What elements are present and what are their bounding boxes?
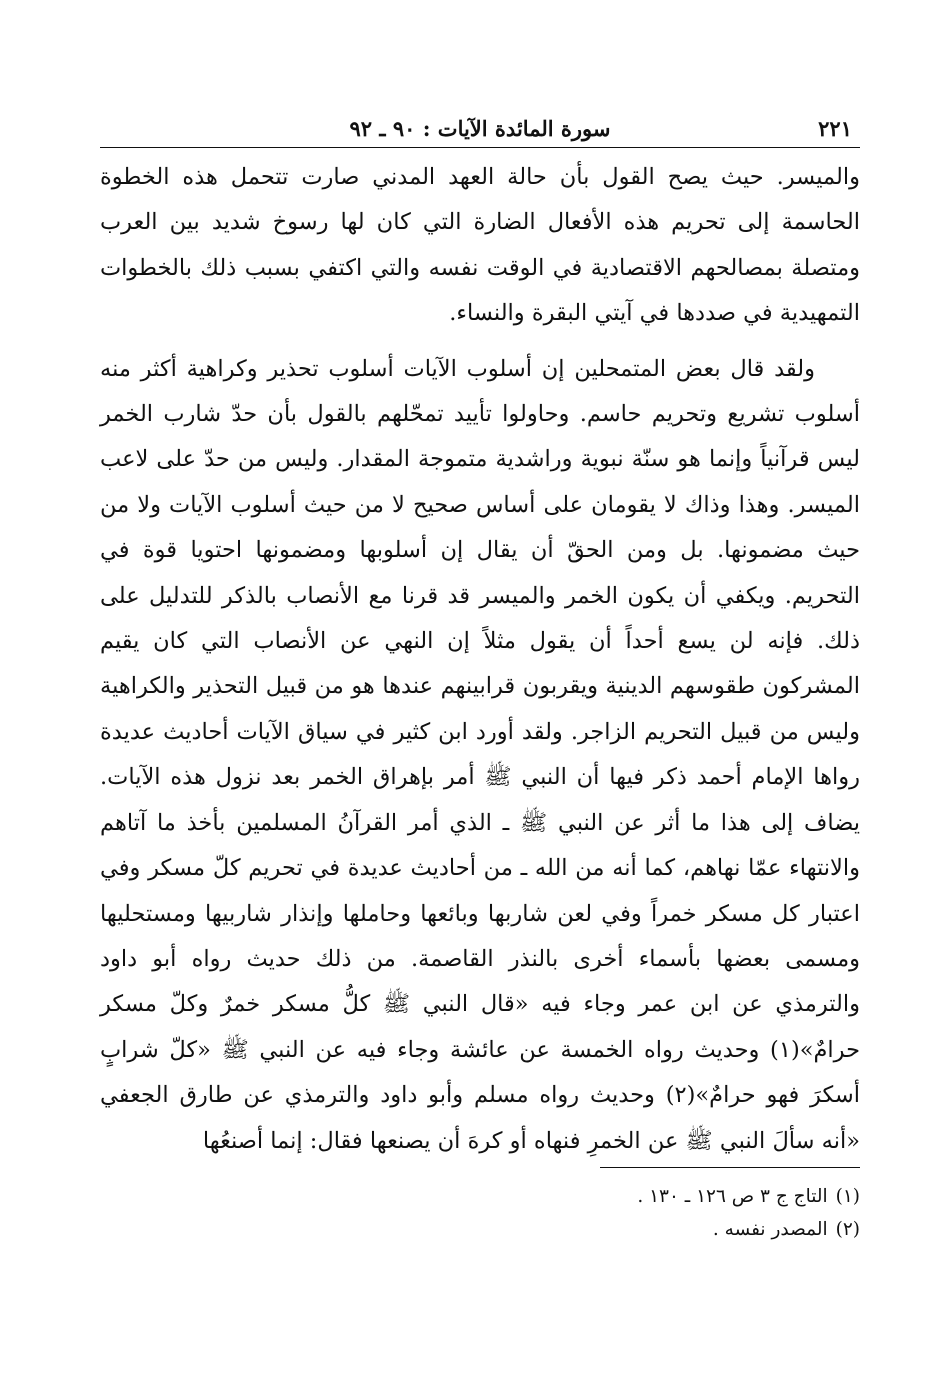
paragraph: والميسر. حيث يصح القول بأن حالة العهد المدني صارت تتحمل هذه الخطوة الحاسمة إلى تحريم هذه الأفعال الضارة التي كان لها رسوخ شديد بين العرب ومتصلة بمصالحهم الاقتصادية في الوقت نفسه والتي اكتفي بسبب ذلك بالخطوات التمهيدية في صددها في آيتي البقرة والنساء. <box>100 164 860 327</box>
body-text <box>100 155 860 1164</box>
chapter-title: سورة المائدة الآيات : ٩٠ ـ ٩٢ <box>349 116 611 141</box>
page-number: ٢٢١ <box>818 116 852 141</box>
footnote-text: المصدر نفسه . <box>712 1219 828 1240</box>
footnote <box>470 1213 860 1246</box>
running-header <box>100 112 860 148</box>
footnote <box>470 1180 860 1213</box>
footnote-marker: (٢) <box>835 1219 860 1240</box>
footnote-text: التاج ج ٣ ص ١٢٦ ـ ١٣٠ . <box>637 1186 828 1207</box>
header-divider <box>100 147 860 148</box>
footnote-marker: (١) <box>835 1186 860 1207</box>
paragraph: ولقد قال بعض المتمحلين إن أسلوب الآيات أسلوب تحذير وكراهية أكثر منه أسلوب تشريع وتحريم حاسم. وحاولوا تأييد تمحّلهم بالقول بأن حدّ شارب الخمر ليس قرآنياً وإنما هو سنّة نبوية وراشدية متموجة المقدار. وليس من حدّ على لاعب الميسر. وهذا وذاك لا يقومان على أساس صحيح لا من حيث أسلوب الآيات ولا من حيث مضمونها. بل ومن الحقّ أن يقال إن أسلوبها ومضمونها احتويا قوة في التحريم. ويكفي أن يكون الخمر والميسر قد قرنا مع الأنصاب بالذكر للتدليل على ذلك. فإنه لن يسع أحداً أن يقول مثلاً إن النهي عن الأنصاب التي كان يقيم المشركون طقوسهم الدينية ويقربون قرابينهم عندها هو من قبيل التحذير والكراهية وليس من قبيل التحريم الزاجر. ولقد أورد ابن كثير في سياق الآيات أحاديث عديدة رواها الإمام أحمد ذكر فيها أن النبي ﷺ أمر بإهراق الخمر بعد نزول هذه الآيات. يضاف إلى هذا ما أثر عن النبي ﷺ ـ الذي أمر القرآنُ المسلمين بأخذ ما آتاهم والانتهاء عمّا نهاهم، كما أنه من الله ـ من أحاديث عديدة في تحريم كلّ مسكر وفي اعتبار كل مسكر خمراً وفي لعن شاربها وبائعها وحاملها وإنذار شاربيها ومستحليها ومسمى بعضها بأسماء أخرى بالنذر القاصمة. من ذلك حديث رواه أبو داود والترمذي عن ابن عمر وجاء فيه «قال النبي ﷺ كلُّ مسكر خمرٌ وكلّ مسكر حرامٌ»(١) وحديث رواه الخمسة عن عائشة وجاء فيه عن النبي ﷺ «كلّ شرابٍ أسكرَ فهو حرامٌ»(٢) وحديث رواه مسلم وأبو داود والترمذي عن طارق الجعفي «أنه سألَ النبي ﷺ عن الخمرِ فنهاه أو كرهَ أن يصنعها فقال: إنما أصنعُها <box>100 355 860 1154</box>
footnote-divider <box>600 1167 860 1168</box>
footnotes <box>470 1180 860 1246</box>
